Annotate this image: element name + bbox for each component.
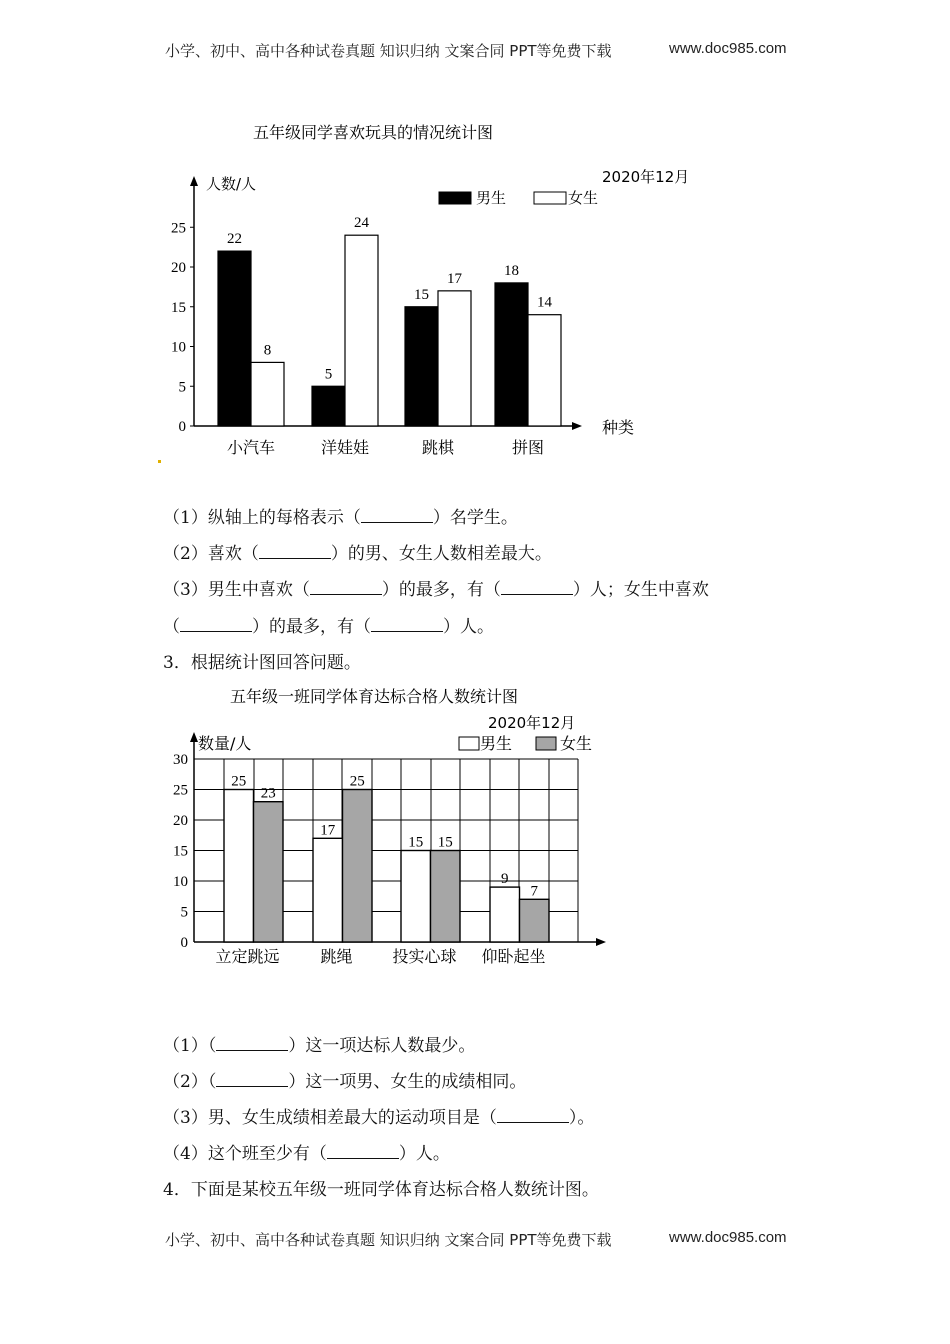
c2-bar: [520, 899, 550, 942]
c1-question-1: [163, 503, 518, 528]
footer-text: 小学、初中、高中各种试卷真题 知识归纳 文案合同 PPT等免费下载: [165, 1231, 612, 1249]
c2-bar: [431, 851, 461, 943]
c2-ytick-label: 15: [173, 843, 188, 860]
c2-ytick-label: 25: [173, 782, 188, 799]
c2-bar: [490, 887, 520, 942]
legend2-female-swatch: [536, 737, 556, 750]
header-text: 小学、初中、高中各种试卷真题 知识归纳 文案合同 PPT等免费下载: [165, 42, 612, 60]
c1-q3-text-5: ）的最多，有（: [252, 617, 371, 637]
c1-q1-end: ）名学生。: [432, 508, 518, 528]
c1-category-label: 跳棋: [421, 438, 455, 457]
c2-q2-blank[interactable]: [216, 1070, 288, 1087]
c1-ytick-label: 0: [178, 419, 186, 435]
chart1-title: 五年级同学喜欢玩具的情况统计图: [253, 123, 494, 142]
c2-q2-text: （2）（: [163, 1072, 217, 1092]
c2-bar: [343, 790, 373, 943]
c1-bar: [405, 307, 438, 426]
c1-q1-blank[interactable]: [361, 506, 433, 523]
c2-q4-text: （4）这个班至少有（: [163, 1144, 327, 1164]
c2-q4-blank[interactable]: [327, 1142, 399, 1159]
c2-q1-end: ）这一项达标人数最少。: [288, 1036, 476, 1056]
c1-ytick-label: 5: [178, 379, 186, 396]
c2-ytick-label: 0: [180, 935, 188, 951]
chart-fitness: [160, 680, 630, 980]
c2-q1-text: （1）（: [163, 1036, 217, 1056]
c1-bar: [312, 386, 345, 426]
legend-male-swatch: [439, 192, 471, 204]
c2-ytick-label: 30: [173, 752, 188, 768]
c1-q2-end: ）的男、女生人数相差最大。: [330, 544, 552, 564]
c2-ytick-label: 20: [173, 813, 188, 829]
c2-q3-text: （3）男、女生成绩相差最大的运动项目是（: [163, 1108, 497, 1128]
stray-mark: [158, 460, 161, 463]
c2-q3-end: ）。: [568, 1108, 595, 1128]
footer-website: www.doc985.com: [669, 1229, 787, 1246]
c1-bar-label: 22: [227, 231, 242, 248]
c1-bar: [218, 251, 251, 426]
chart1-date: 2020年12月: [602, 168, 690, 186]
c1-ytick-label: 15: [171, 299, 186, 316]
legend2-male-label: 男生: [480, 734, 513, 753]
c2-bar-label: 15: [437, 834, 453, 851]
c2-bar-label: 7: [530, 883, 538, 900]
c2-category-label: 投实心球: [392, 947, 457, 966]
c1-q3-text-2: ）的最多，有（: [381, 580, 501, 600]
c1-bar: [495, 283, 528, 426]
chart2-y-arrow: [190, 732, 198, 742]
chart-toys: [150, 110, 690, 470]
c1-q3-text: （3）男生中喜欢（: [163, 580, 310, 600]
c1-q1-text: （1）纵轴上的每格表示（: [163, 508, 361, 528]
c2-question-4: [163, 1139, 450, 1164]
c2-q4-end: ）人。: [398, 1144, 450, 1164]
c2-q1-blank[interactable]: [216, 1034, 288, 1051]
c2-bar-label: 25: [231, 773, 247, 790]
legend-male-label: 男生: [476, 189, 507, 207]
c2-bar-label: 15: [408, 834, 424, 851]
c1-bar: [528, 315, 561, 426]
section-3-title: 3．根据统计图回答问题。: [163, 653, 361, 673]
c1-category-label: 小汽车: [226, 438, 276, 457]
c2-question-2: [163, 1067, 526, 1092]
chart1-y-arrow: [190, 176, 198, 186]
c1-bar: [438, 291, 471, 426]
legend2-male-swatch: [459, 737, 479, 750]
c1-q3-text-6: ）人。: [443, 617, 494, 637]
c1-bar-label: 18: [504, 262, 519, 279]
c1-ytick-label: 20: [171, 260, 186, 276]
c2-bar: [254, 802, 284, 942]
c1-ytick-label: 10: [171, 339, 186, 356]
c1-q3-blank-1[interactable]: [310, 578, 382, 595]
c1-category-label: 拼图: [511, 438, 545, 457]
c2-question-1: [163, 1031, 475, 1056]
chart2-x-arrow: [596, 938, 606, 946]
c1-bar-label: 24: [354, 215, 369, 232]
c2-bar: [401, 851, 431, 943]
c2-category-label: 跳绳: [320, 947, 353, 966]
c1-q3-blank-4[interactable]: [371, 615, 443, 632]
section-4-title: 4．下面是某校五年级一班同学体育达标合格人数统计图。: [163, 1180, 599, 1200]
chart1-xlabel: 种类: [602, 418, 635, 437]
c1-bar-label: 5: [324, 366, 333, 383]
c2-q2-end: ）这一项男、女生的成绩相同。: [288, 1072, 527, 1092]
c1-q2-blank[interactable]: [259, 542, 331, 559]
c2-category-label: 立定跳远: [215, 947, 280, 966]
c1-bar: [345, 235, 378, 426]
c1-q3-blank-2[interactable]: [501, 578, 573, 595]
c1-q3-text-3: ）人；女生中喜欢: [572, 580, 709, 600]
legend2-female-label: 女生: [560, 734, 593, 753]
chart2-title: 五年级一班同学体育达标合格人数统计图: [230, 687, 519, 706]
c1-question-2: [163, 539, 552, 564]
c1-bar-label: 14: [537, 294, 552, 311]
c1-q3-blank-3[interactable]: [180, 615, 252, 632]
chart2-ylabel: 数量/人: [198, 734, 252, 753]
c2-ytick-label: 5: [180, 904, 188, 921]
c1-bar: [251, 362, 284, 426]
c2-question-3: [163, 1103, 594, 1128]
c1-category-label: 洋娃娃: [320, 438, 370, 457]
c1-q3-text-4: （: [163, 617, 180, 637]
c2-bar: [224, 790, 254, 943]
c1-question-3-cont: [163, 612, 494, 637]
legend-female-label: 女生: [568, 189, 599, 207]
c1-q2-text: （2）喜欢（: [163, 544, 259, 564]
legend-female-swatch: [534, 192, 566, 204]
c2-category-label: 仰卧起坐: [481, 947, 546, 966]
chart2-date: 2020年12月: [488, 714, 576, 732]
c1-question-3: [163, 575, 709, 600]
chart1-ylabel: 人数/人: [206, 175, 257, 193]
c2-bar-label: 17: [320, 822, 336, 839]
c2-bar-label: 23: [260, 785, 276, 802]
c2-q3-blank[interactable]: [497, 1106, 569, 1123]
c1-bar-label: 17: [447, 270, 462, 287]
header-website: www.doc985.com: [669, 40, 787, 57]
chart1-x-arrow: [572, 422, 582, 430]
c2-bar-label: 9: [501, 871, 509, 888]
c1-bar-label: 15: [414, 286, 429, 303]
c2-ytick-label: 10: [173, 874, 188, 890]
c2-bar-label: 25: [349, 773, 365, 790]
c2-bar: [313, 838, 343, 942]
c1-bar-label: 8: [263, 342, 272, 359]
c1-ytick-label: 25: [171, 220, 186, 237]
